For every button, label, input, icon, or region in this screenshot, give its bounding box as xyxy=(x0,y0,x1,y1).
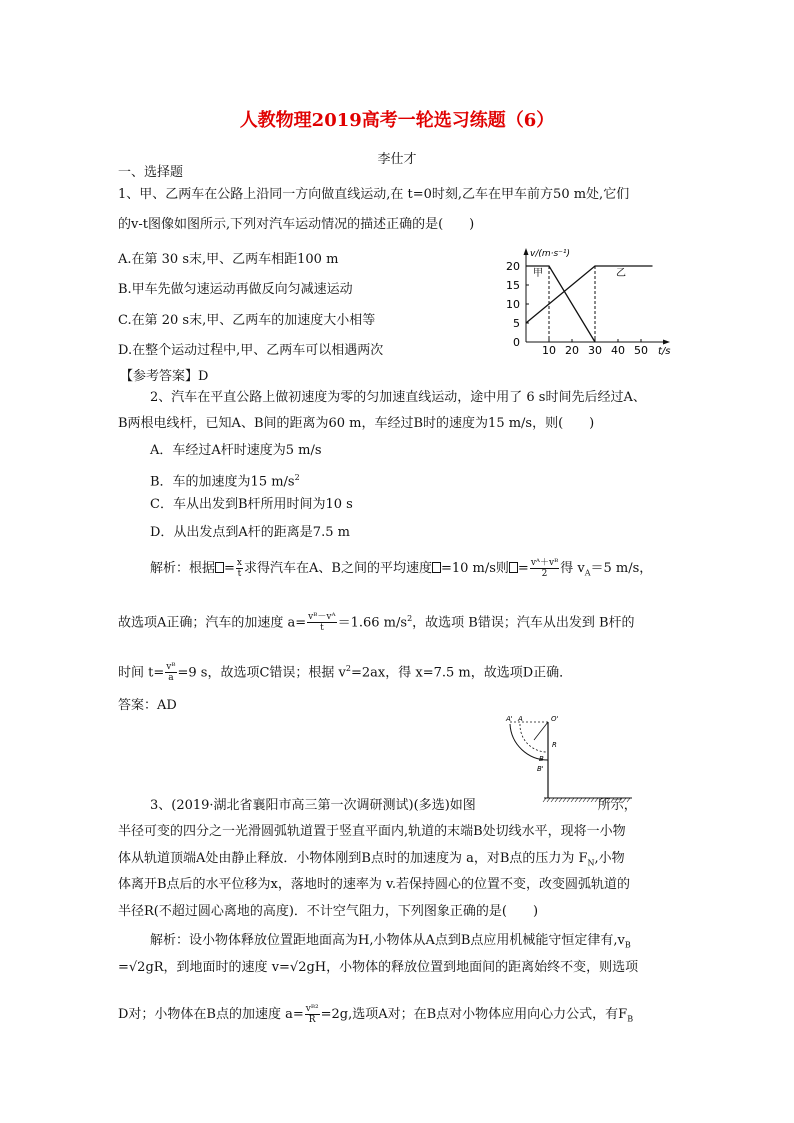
sol1-c: =10 m/s则 xyxy=(440,561,509,576)
sol1-a: 解析：根据 xyxy=(150,561,216,576)
q3-line2: 半径可变的四分之一光滑圆弧轨道置于竖直平面内,轨道的末端B处切线水平，现将一小物 xyxy=(118,824,626,839)
q1-option-c: C.在第 20 s末,甲、乙两车的加速度大小相等 xyxy=(118,313,376,328)
label-a: A xyxy=(518,715,523,723)
q2-option-d: D．从出发点到A杆的距离是7.5 m xyxy=(150,525,350,540)
frac-den: 2 xyxy=(541,569,548,579)
y-axis-arrow xyxy=(524,248,529,255)
sol3-a: 时间 t= xyxy=(118,665,165,681)
x-tick-label: 30 xyxy=(588,344,602,356)
q2-solution-1: 解析：根据 = $\frac{x}{t}$ 求得汽车在A、B之间的平均速度 =10 m/s则 = $\frac{\text{vᴬ＋vᴮ}}{2}$ 得 $v_A=5$ m/s， xyxy=(150,558,653,579)
series-label-jia: 甲 xyxy=(533,268,543,279)
label-b-prime: B' xyxy=(537,765,544,773)
frac-den: R xyxy=(308,1015,316,1025)
q1-line1: 1、甲、乙两车在公路上沿同一方向做直线运动,在 t=0时刻,乙车在甲车前方50 m处,它们 xyxy=(118,187,630,202)
x-tick-label: 20 xyxy=(565,344,579,356)
x-axis-label: t/s xyxy=(658,346,671,356)
label-b: B xyxy=(539,755,544,763)
q3-line4: 体离开B点后的水平位移为x，落地时的速率为 v.若保持圆心的位置不变，改变圆弧轨道的 xyxy=(118,877,630,892)
y-tick-label: 20 xyxy=(506,260,520,273)
q2-solution-3 xyxy=(118,660,572,683)
q3-sol3-sub: B xyxy=(627,1014,634,1024)
frac-num: vᴮ－vᴬ xyxy=(308,612,336,623)
page-title: 人教物理2019高考一轮选习练题（6） xyxy=(239,110,555,131)
q2-option-b-text: B．车的加速度为15 m/s xyxy=(150,474,295,490)
q3-solution-2: =√2gR，到地面时的速度 v=√2gH，小物体的释放位置到地面间的距离始终不变，则选项 xyxy=(118,960,639,975)
y-axis-label: v/(m·s⁻¹) xyxy=(530,249,571,259)
frac-x-over-t xyxy=(236,558,243,579)
label-r: R xyxy=(552,741,557,749)
sol1-e: ＝5 m/s， xyxy=(590,561,653,576)
q2-option-a: A．车经过A杆时速度为5 m/s xyxy=(150,443,322,458)
q2-option-c: C．车从出发到B杆所用时间为10 s xyxy=(150,497,353,512)
q3-sol3-b: =2g,选项A对；在B点对小物体应用向心力公式，有F xyxy=(320,1007,628,1022)
q1-option-a: A.在第 30 s末,甲、乙两车相距100 m xyxy=(118,252,339,267)
sol2-c: ，故选项 B错误；汽车从出发到 B杆的 xyxy=(412,615,635,631)
q3-sol3-a: D对；小物体在B点的加速度 a= xyxy=(118,1007,304,1022)
author: 李仕才 xyxy=(377,152,417,167)
q3-line1-a: 3、(2019·湖北省襄阳市高三第一次调研测试)(多选)如图 xyxy=(150,798,476,813)
x-axis-arrow xyxy=(663,340,670,345)
q2-line1: 2、汽车在平直公路上做初速度为零的匀加速直线运动，途中用了 6 s时间先后经过A、 xyxy=(150,390,646,405)
q2-line2: B两根电线杆，已知A、B间的距离为60 m，车经过B时的速度为15 m/s，则( ) xyxy=(118,416,595,431)
sup-2: 2 xyxy=(407,614,413,623)
q3-line3-b: ,小物 xyxy=(594,851,625,866)
frac-num: vᴮ² xyxy=(305,1004,319,1014)
q3-sol1-sub: B xyxy=(624,940,631,950)
q2-option-b-sup: 2 xyxy=(294,473,300,482)
y-tick-label: 0 xyxy=(513,336,520,349)
q1-option-d: D.在整个运动过程中,甲、乙两车可以相遇两次 xyxy=(118,343,384,358)
frac-den: a xyxy=(168,673,174,684)
sol1-d: 得 v xyxy=(560,561,585,576)
frac-time xyxy=(165,662,176,683)
label-o-prime: O' xyxy=(551,715,559,723)
q3-line1-b: 所示， xyxy=(597,798,637,813)
q3-line3 xyxy=(118,850,625,873)
frac-num: x xyxy=(236,558,242,568)
frac-num: vᴮ xyxy=(166,662,176,673)
x-tick-label: 40 xyxy=(611,344,625,356)
x-tick-label: 50 xyxy=(634,344,648,356)
frac-den: t xyxy=(237,569,242,579)
series-label-yi: 乙 xyxy=(616,268,626,279)
frac-acceleration xyxy=(307,612,336,633)
sub-a: A xyxy=(584,568,591,578)
frac-num: vᴬ＋vᴮ xyxy=(530,558,559,568)
q3-line3-sub: N xyxy=(587,858,595,868)
placeholder-box xyxy=(215,562,224,573)
section-heading: 一、选择题 xyxy=(118,165,184,180)
q3-solution-3 xyxy=(118,1004,633,1029)
frac-den: t xyxy=(320,623,324,634)
vt-chart xyxy=(500,246,680,356)
y-tick-label: 5 xyxy=(513,317,520,330)
placeholder-box xyxy=(432,562,441,573)
sup-2: 2 xyxy=(345,664,352,673)
sol2-a: 故选项A正确；汽车的加速度 a= xyxy=(118,615,307,631)
sol2-b: ＝1.66 m/s xyxy=(337,615,408,631)
frac-centripetal xyxy=(305,1004,320,1025)
placeholder-box xyxy=(509,562,518,573)
q3-sol1: 解析：设小物体释放位置距地面高为H,小物体从A点到B点应用机械能守恒定律有,v xyxy=(150,933,625,948)
q3-line5: 半径R(不超过圆心离地的高度)．不计空气阻力，下列图象正确的是( ) xyxy=(118,904,539,919)
radius-line xyxy=(534,722,548,740)
q2-answer: 答案：AD xyxy=(118,698,177,713)
sol1-b: 求得汽车在A、B之间的平均速度 xyxy=(244,561,432,576)
y-tick-label: 15 xyxy=(506,279,520,292)
q1-option-b: B.甲车先做匀速运动再做反向匀减速运动 xyxy=(118,282,353,297)
q1-answer: 【参考答案】D xyxy=(120,369,209,384)
label-a-prime: A' xyxy=(506,715,513,723)
q3-line1 xyxy=(150,797,637,815)
q2-solution-2 xyxy=(118,610,635,633)
q2-option-b xyxy=(150,469,300,491)
frac-avg-velocity xyxy=(530,558,559,579)
arc-track-figure xyxy=(496,712,636,804)
sol3-b: =9 s，故选项C错误；根据 v xyxy=(177,665,346,681)
y-tick-label: 10 xyxy=(506,298,520,311)
q3-solution-1 xyxy=(150,932,631,955)
sol3-c: =2ax，得 x=7.5 m，故选项D正确． xyxy=(351,665,573,681)
series-line-yi xyxy=(526,266,653,323)
q1-line2: 的v-t图像如图所示,下列对汽车运动情况的描述正确的是( ) xyxy=(118,217,475,232)
x-tick-label: 10 xyxy=(542,344,556,356)
q3-line3-a: 体从轨道顶端A处由静止释放．小物体刚到B点时的加速度为 a，对B点的压力为 F xyxy=(118,851,588,866)
